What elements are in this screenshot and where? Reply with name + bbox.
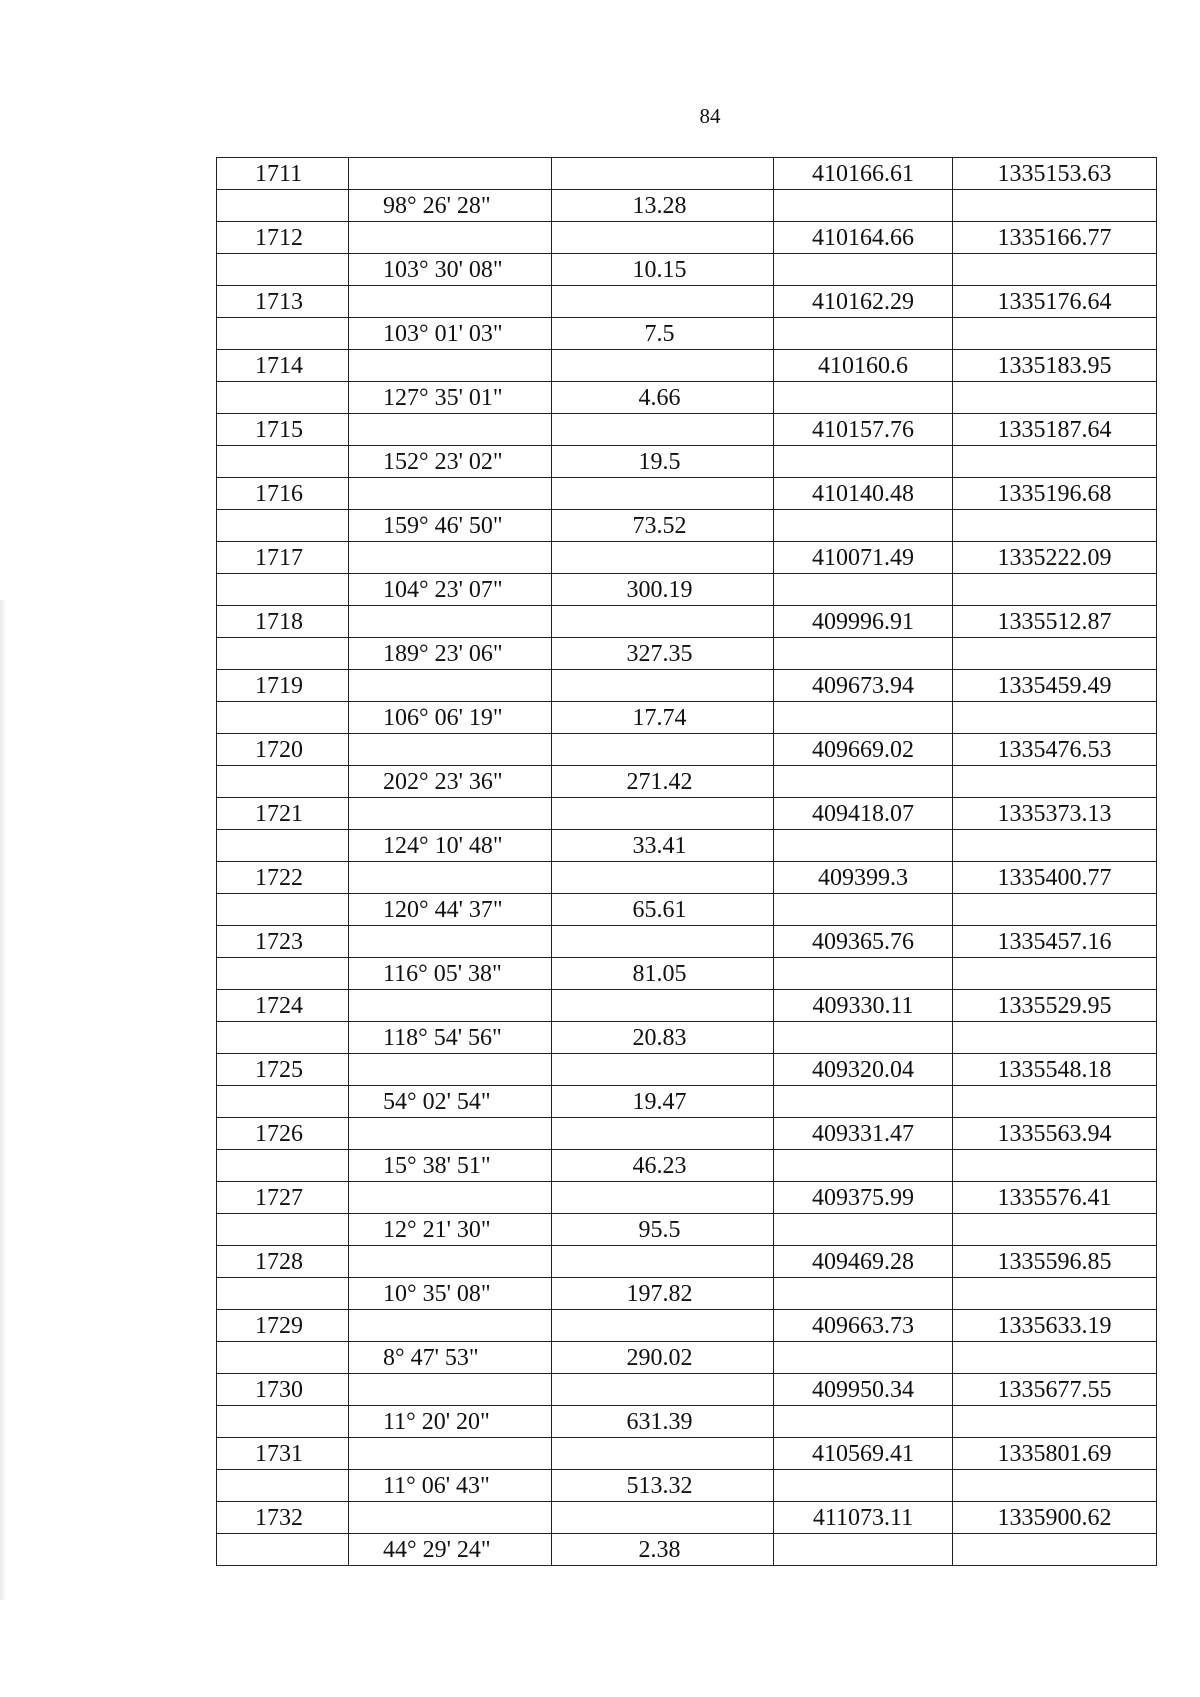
table-row-course [217, 1278, 1157, 1310]
point-cell: 1718 [217, 606, 349, 638]
point-cell: 1730 [217, 1374, 349, 1406]
bearing-cell [349, 798, 552, 830]
point-cell: 1724 [217, 990, 349, 1022]
bearing-cell [349, 1246, 552, 1278]
northing-cell [774, 1406, 953, 1438]
point-cell: 1720 [217, 734, 349, 766]
easting-cell [953, 1534, 1157, 1566]
northing-cell: 410140.48 [774, 478, 953, 510]
point-cell [217, 638, 349, 670]
point-cell [217, 574, 349, 606]
easting-cell [953, 830, 1157, 862]
bearing-cell: 159° 46' 50" [349, 510, 552, 542]
easting-cell [953, 446, 1157, 478]
northing-cell [774, 446, 953, 478]
point-cell: 1722 [217, 862, 349, 894]
point-cell [217, 830, 349, 862]
northing-cell [774, 830, 953, 862]
easting-cell [953, 1278, 1157, 1310]
distance-cell [552, 1310, 774, 1342]
table-row-course [217, 1150, 1157, 1182]
northing-cell: 409399.3 [774, 862, 953, 894]
point-cell: 1714 [217, 350, 349, 382]
distance-cell [552, 222, 774, 254]
distance-cell: 4.66 [552, 382, 774, 414]
point-cell: 1731 [217, 1438, 349, 1470]
table-row-point [217, 1118, 1157, 1150]
bearing-cell: 98° 26' 28" [349, 190, 552, 222]
northing-cell: 409996.91 [774, 606, 953, 638]
table-row-course [217, 894, 1157, 926]
point-cell [217, 1278, 349, 1310]
bearing-cell: 152° 23' 02" [349, 446, 552, 478]
bearing-cell [349, 990, 552, 1022]
distance-cell [552, 606, 774, 638]
easting-cell: 1335400.77 [953, 862, 1157, 894]
northing-cell [774, 318, 953, 350]
northing-cell: 409469.28 [774, 1246, 953, 1278]
easting-cell: 1335633.19 [953, 1310, 1157, 1342]
distance-cell: 73.52 [552, 510, 774, 542]
distance-cell: 631.39 [552, 1406, 774, 1438]
northing-cell [774, 702, 953, 734]
northing-cell [774, 574, 953, 606]
table-row-point [217, 414, 1157, 446]
point-cell: 1727 [217, 1182, 349, 1214]
northing-cell [774, 1470, 953, 1502]
bearing-cell [349, 1182, 552, 1214]
point-cell: 1719 [217, 670, 349, 702]
distance-cell: 197.82 [552, 1278, 774, 1310]
point-cell: 1713 [217, 286, 349, 318]
distance-cell: 19.47 [552, 1086, 774, 1118]
distance-cell [552, 1054, 774, 1086]
easting-cell [953, 638, 1157, 670]
table-row-point [217, 1438, 1157, 1470]
northing-cell [774, 1534, 953, 1566]
table-row-point [217, 222, 1157, 254]
table-row-course [217, 510, 1157, 542]
point-cell: 1715 [217, 414, 349, 446]
distance-cell [552, 158, 774, 190]
bearing-cell: 118° 54' 56" [349, 1022, 552, 1054]
bearing-cell [349, 734, 552, 766]
distance-cell [552, 798, 774, 830]
survey-table-body [217, 158, 1157, 1566]
easting-cell [953, 254, 1157, 286]
bearing-cell [349, 670, 552, 702]
distance-cell: 513.32 [552, 1470, 774, 1502]
northing-cell [774, 1278, 953, 1310]
easting-cell: 1335166.77 [953, 222, 1157, 254]
table-row-point [217, 862, 1157, 894]
table-row-point [217, 606, 1157, 638]
bearing-cell: 124° 10' 48" [349, 830, 552, 862]
point-cell [217, 510, 349, 542]
point-cell: 1721 [217, 798, 349, 830]
easting-cell [953, 702, 1157, 734]
bearing-cell: 8° 47' 53" [349, 1342, 552, 1374]
bearing-cell [349, 1310, 552, 1342]
table-row-course [217, 318, 1157, 350]
table-row-course [217, 702, 1157, 734]
easting-cell: 1335512.87 [953, 606, 1157, 638]
bearing-cell: 15° 38' 51" [349, 1150, 552, 1182]
distance-cell: 33.41 [552, 830, 774, 862]
point-cell [217, 382, 349, 414]
table-row-course [217, 766, 1157, 798]
bearing-cell [349, 222, 552, 254]
bearing-cell: 103° 01' 03" [349, 318, 552, 350]
distance-cell: 95.5 [552, 1214, 774, 1246]
bearing-cell: 103° 30' 08" [349, 254, 552, 286]
table-row-point [217, 1502, 1157, 1534]
northing-cell [774, 1150, 953, 1182]
table-row-point [217, 798, 1157, 830]
bearing-cell: 106° 06' 19" [349, 702, 552, 734]
bearing-cell [349, 606, 552, 638]
easting-cell: 1335596.85 [953, 1246, 1157, 1278]
bearing-cell: 127° 35' 01" [349, 382, 552, 414]
distance-cell [552, 990, 774, 1022]
table-row-point [217, 670, 1157, 702]
distance-cell [552, 1246, 774, 1278]
point-cell [217, 702, 349, 734]
point-cell [217, 1470, 349, 1502]
northing-cell: 409375.99 [774, 1182, 953, 1214]
distance-cell [552, 542, 774, 574]
bearing-cell [349, 158, 552, 190]
bearing-cell: 12° 21' 30" [349, 1214, 552, 1246]
distance-cell: 19.5 [552, 446, 774, 478]
distance-cell: 10.15 [552, 254, 774, 286]
northing-cell: 410162.29 [774, 286, 953, 318]
point-cell [217, 254, 349, 286]
bearing-cell: 11° 20' 20" [349, 1406, 552, 1438]
distance-cell: 20.83 [552, 1022, 774, 1054]
easting-cell: 1335457.16 [953, 926, 1157, 958]
point-cell [217, 1406, 349, 1438]
point-cell [217, 1534, 349, 1566]
easting-cell [953, 894, 1157, 926]
bearing-cell: 120° 44' 37" [349, 894, 552, 926]
distance-cell [552, 670, 774, 702]
distance-cell: 65.61 [552, 894, 774, 926]
distance-cell: 271.42 [552, 766, 774, 798]
bearing-cell [349, 1502, 552, 1534]
easting-cell: 1335187.64 [953, 414, 1157, 446]
easting-cell [953, 510, 1157, 542]
distance-cell: 17.74 [552, 702, 774, 734]
easting-cell: 1335576.41 [953, 1182, 1157, 1214]
easting-cell [953, 1470, 1157, 1502]
distance-cell: 81.05 [552, 958, 774, 990]
bearing-cell: 116° 05' 38" [349, 958, 552, 990]
easting-cell: 1335548.18 [953, 1054, 1157, 1086]
easting-cell [953, 1342, 1157, 1374]
distance-cell: 327.35 [552, 638, 774, 670]
point-cell [217, 190, 349, 222]
easting-cell: 1335196.68 [953, 478, 1157, 510]
easting-cell: 1335373.13 [953, 798, 1157, 830]
point-cell [217, 958, 349, 990]
point-cell: 1732 [217, 1502, 349, 1534]
distance-cell: 7.5 [552, 318, 774, 350]
table-row-course [217, 190, 1157, 222]
easting-cell [953, 1150, 1157, 1182]
distance-cell [552, 1502, 774, 1534]
page-number: 84 [699, 104, 721, 128]
northing-cell [774, 510, 953, 542]
easting-cell [953, 1406, 1157, 1438]
point-cell [217, 318, 349, 350]
easting-cell: 1335677.55 [953, 1374, 1157, 1406]
point-cell: 1716 [217, 478, 349, 510]
bearing-cell: 202° 23' 36" [349, 766, 552, 798]
northing-cell: 409365.76 [774, 926, 953, 958]
point-cell [217, 1086, 349, 1118]
northing-cell [774, 1022, 953, 1054]
bearing-cell [349, 542, 552, 574]
distance-cell [552, 1438, 774, 1470]
point-cell [217, 1022, 349, 1054]
northing-cell: 409320.04 [774, 1054, 953, 1086]
northing-cell [774, 766, 953, 798]
northing-cell: 409663.73 [774, 1310, 953, 1342]
point-cell: 1717 [217, 542, 349, 574]
distance-cell [552, 286, 774, 318]
bearing-cell: 104° 23' 07" [349, 574, 552, 606]
distance-cell: 13.28 [552, 190, 774, 222]
table-row-course [217, 1406, 1157, 1438]
northing-cell: 409673.94 [774, 670, 953, 702]
bearing-cell [349, 478, 552, 510]
distance-cell [552, 1182, 774, 1214]
bearing-cell: 10° 35' 08" [349, 1278, 552, 1310]
distance-cell: 2.38 [552, 1534, 774, 1566]
table-row-course [217, 1214, 1157, 1246]
distance-cell: 290.02 [552, 1342, 774, 1374]
northing-cell [774, 254, 953, 286]
table-row-course [217, 638, 1157, 670]
point-cell [217, 446, 349, 478]
northing-cell: 410071.49 [774, 542, 953, 574]
northing-cell [774, 382, 953, 414]
table-row-course [217, 1086, 1157, 1118]
table-row-course [217, 1534, 1157, 1566]
northing-cell: 409330.11 [774, 990, 953, 1022]
easting-cell [953, 382, 1157, 414]
table-row-point [217, 1054, 1157, 1086]
distance-cell [552, 926, 774, 958]
bearing-cell [349, 1374, 552, 1406]
northing-cell [774, 638, 953, 670]
bearing-cell [349, 286, 552, 318]
bearing-cell [349, 1118, 552, 1150]
table-row-course [217, 574, 1157, 606]
bearing-cell [349, 1438, 552, 1470]
northing-cell: 409669.02 [774, 734, 953, 766]
easting-cell: 1335176.64 [953, 286, 1157, 318]
bearing-cell: 54° 02' 54" [349, 1086, 552, 1118]
bearing-cell [349, 862, 552, 894]
northing-cell: 410166.61 [774, 158, 953, 190]
point-cell [217, 1214, 349, 1246]
table-row-course [217, 1470, 1157, 1502]
northing-cell [774, 1086, 953, 1118]
point-cell [217, 894, 349, 926]
table-row-course [217, 1342, 1157, 1374]
easting-cell: 1335222.09 [953, 542, 1157, 574]
table-row-point [217, 1310, 1157, 1342]
table-row-course [217, 958, 1157, 990]
distance-cell [552, 1374, 774, 1406]
easting-cell: 1335183.95 [953, 350, 1157, 382]
easting-cell: 1335801.69 [953, 1438, 1157, 1470]
northing-cell: 410569.41 [774, 1438, 953, 1470]
northing-cell: 410164.66 [774, 222, 953, 254]
bearing-cell [349, 414, 552, 446]
point-cell [217, 1342, 349, 1374]
point-cell: 1723 [217, 926, 349, 958]
point-cell [217, 1150, 349, 1182]
distance-cell: 46.23 [552, 1150, 774, 1182]
distance-cell [552, 350, 774, 382]
table-row-point [217, 926, 1157, 958]
distance-cell: 300.19 [552, 574, 774, 606]
easting-cell: 1335153.63 [953, 158, 1157, 190]
easting-cell [953, 574, 1157, 606]
northing-cell: 410157.76 [774, 414, 953, 446]
point-cell: 1712 [217, 222, 349, 254]
easting-cell: 1335900.62 [953, 1502, 1157, 1534]
northing-cell: 409331.47 [774, 1118, 953, 1150]
northing-cell: 411073.11 [774, 1502, 953, 1534]
distance-cell [552, 734, 774, 766]
easting-cell [953, 766, 1157, 798]
table-row-course [217, 254, 1157, 286]
easting-cell: 1335529.95 [953, 990, 1157, 1022]
table-row-course [217, 446, 1157, 478]
table-row-course [217, 1022, 1157, 1054]
bearing-cell: 189° 23' 06" [349, 638, 552, 670]
table-row-point [217, 158, 1157, 190]
point-cell: 1711 [217, 158, 349, 190]
point-cell: 1725 [217, 1054, 349, 1086]
table-row-point [217, 1182, 1157, 1214]
northing-cell: 409418.07 [774, 798, 953, 830]
northing-cell [774, 894, 953, 926]
point-cell: 1726 [217, 1118, 349, 1150]
bearing-cell [349, 350, 552, 382]
northing-cell [774, 190, 953, 222]
bearing-cell: 44° 29' 24" [349, 1534, 552, 1566]
point-cell: 1728 [217, 1246, 349, 1278]
distance-cell [552, 478, 774, 510]
table-row-course [217, 382, 1157, 414]
table-row-point [217, 1246, 1157, 1278]
easting-cell: 1335459.49 [953, 670, 1157, 702]
table-row-point [217, 1374, 1157, 1406]
easting-cell [953, 958, 1157, 990]
easting-cell [953, 190, 1157, 222]
northing-cell: 409950.34 [774, 1374, 953, 1406]
distance-cell [552, 862, 774, 894]
table-row-point [217, 350, 1157, 382]
northing-cell [774, 1214, 953, 1246]
table-row-point [217, 990, 1157, 1022]
table-row-point [217, 734, 1157, 766]
easting-cell [953, 1086, 1157, 1118]
table-row-point [217, 478, 1157, 510]
easting-cell: 1335563.94 [953, 1118, 1157, 1150]
northing-cell [774, 958, 953, 990]
easting-cell [953, 1214, 1157, 1246]
point-cell: 1729 [217, 1310, 349, 1342]
table-row-course [217, 830, 1157, 862]
survey-table [216, 157, 1157, 1566]
bearing-cell [349, 926, 552, 958]
point-cell [217, 766, 349, 798]
easting-cell [953, 318, 1157, 350]
distance-cell [552, 414, 774, 446]
bearing-cell [349, 1054, 552, 1086]
easting-cell [953, 1022, 1157, 1054]
bearing-cell: 11° 06' 43" [349, 1470, 552, 1502]
scan-edge-shadow [0, 600, 6, 1600]
distance-cell [552, 1118, 774, 1150]
northing-cell: 410160.6 [774, 350, 953, 382]
table-row-point [217, 286, 1157, 318]
easting-cell: 1335476.53 [953, 734, 1157, 766]
table-row-point [217, 542, 1157, 574]
northing-cell [774, 1342, 953, 1374]
